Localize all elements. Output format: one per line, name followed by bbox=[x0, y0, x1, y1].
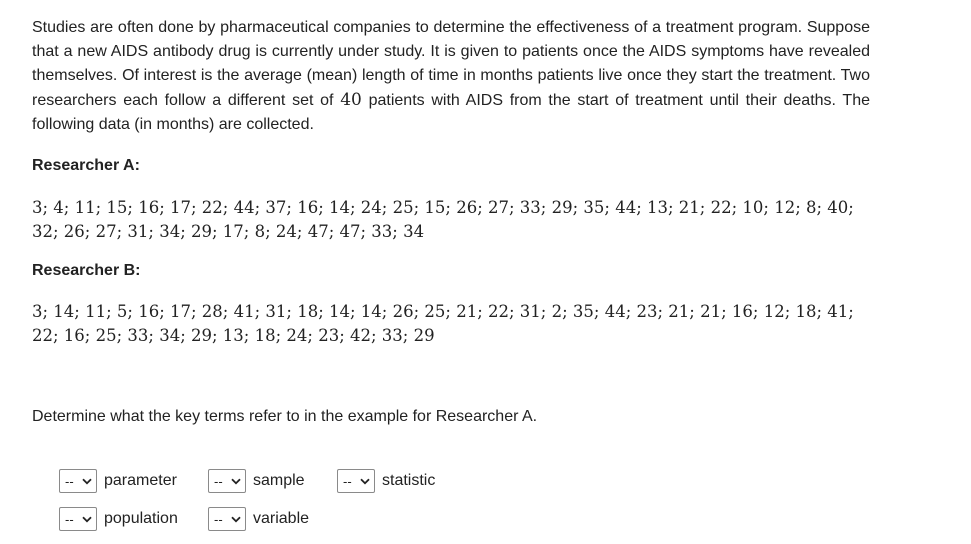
chevron-down-icon bbox=[82, 516, 92, 523]
chevron-down-icon bbox=[82, 478, 92, 485]
problem-intro bbox=[32, 16, 870, 137]
parameter-select[interactable] bbox=[59, 469, 97, 493]
variable-select-value: -- bbox=[214, 511, 223, 527]
statistic-select[interactable] bbox=[337, 469, 375, 493]
researcher-b-heading: Researcher B: bbox=[32, 262, 141, 279]
sample-label: sample bbox=[253, 472, 305, 489]
chevron-down-icon bbox=[231, 478, 241, 485]
population-label: population bbox=[104, 510, 178, 527]
researcher-b-data: 3; 14; 11; 5; 16; 17; 28; 41; 31; 18; 14; 14; 26; 25; 21; 22; 31; 2; 35; 44; 23; 21; 21; 16; 12; 18; 41; 22; 16; 25; 33; 34; 29; 13; 18; 24; 23; 42; 33; 29 bbox=[32, 302, 854, 345]
population-select[interactable] bbox=[59, 507, 97, 531]
population-select-value: -- bbox=[65, 511, 74, 527]
parameter-label: parameter bbox=[104, 472, 177, 489]
variable-select[interactable] bbox=[208, 507, 246, 531]
statistic-select-value: -- bbox=[343, 473, 352, 489]
researcher-a-heading: Researcher A: bbox=[32, 157, 140, 174]
problem-content bbox=[32, 16, 870, 425]
term-statistic bbox=[337, 468, 435, 494]
term-population bbox=[59, 506, 178, 532]
sample-select[interactable] bbox=[208, 469, 246, 493]
patient-count: 40 bbox=[340, 90, 362, 110]
statistic-label: statistic bbox=[382, 472, 436, 489]
term-sample bbox=[208, 468, 305, 494]
term-variable bbox=[208, 506, 309, 532]
researcher-a-data: 3; 4; 11; 15; 16; 17; 22; 44; 37; 16; 14; 24; 25; 15; 26; 27; 33; 29; 35; 44; 13; 21; 22; 10; 12; 8; 40; 32; 26; 27; 31; 34; 29; 17; 8; 24; 47; 47; 33; 34 bbox=[32, 198, 854, 241]
parameter-select-value: -- bbox=[65, 473, 74, 489]
chevron-down-icon bbox=[231, 516, 241, 523]
intro-text-after: patients with AIDS from the start of treatment until their deaths. The following data (in months) are collected. bbox=[32, 92, 870, 133]
chevron-down-icon bbox=[360, 478, 370, 485]
question-prompt: Determine what the key terms refer to in the example for Researcher A. bbox=[32, 408, 538, 425]
intro-text-before: Studies are often done by pharmaceutical companies to determine the effectiveness of a treatment program. Suppose that a new AIDS antibody drug is currently under study. It is given to patients once the AIDS symptoms have revealed themselves. Of interest is the average (mean) length of time in months patients live once they start the treatment. Two researchers each follow a different set of bbox=[32, 19, 870, 109]
sample-select-value: -- bbox=[214, 473, 223, 489]
term-parameter bbox=[59, 468, 177, 494]
variable-label: variable bbox=[253, 510, 310, 527]
